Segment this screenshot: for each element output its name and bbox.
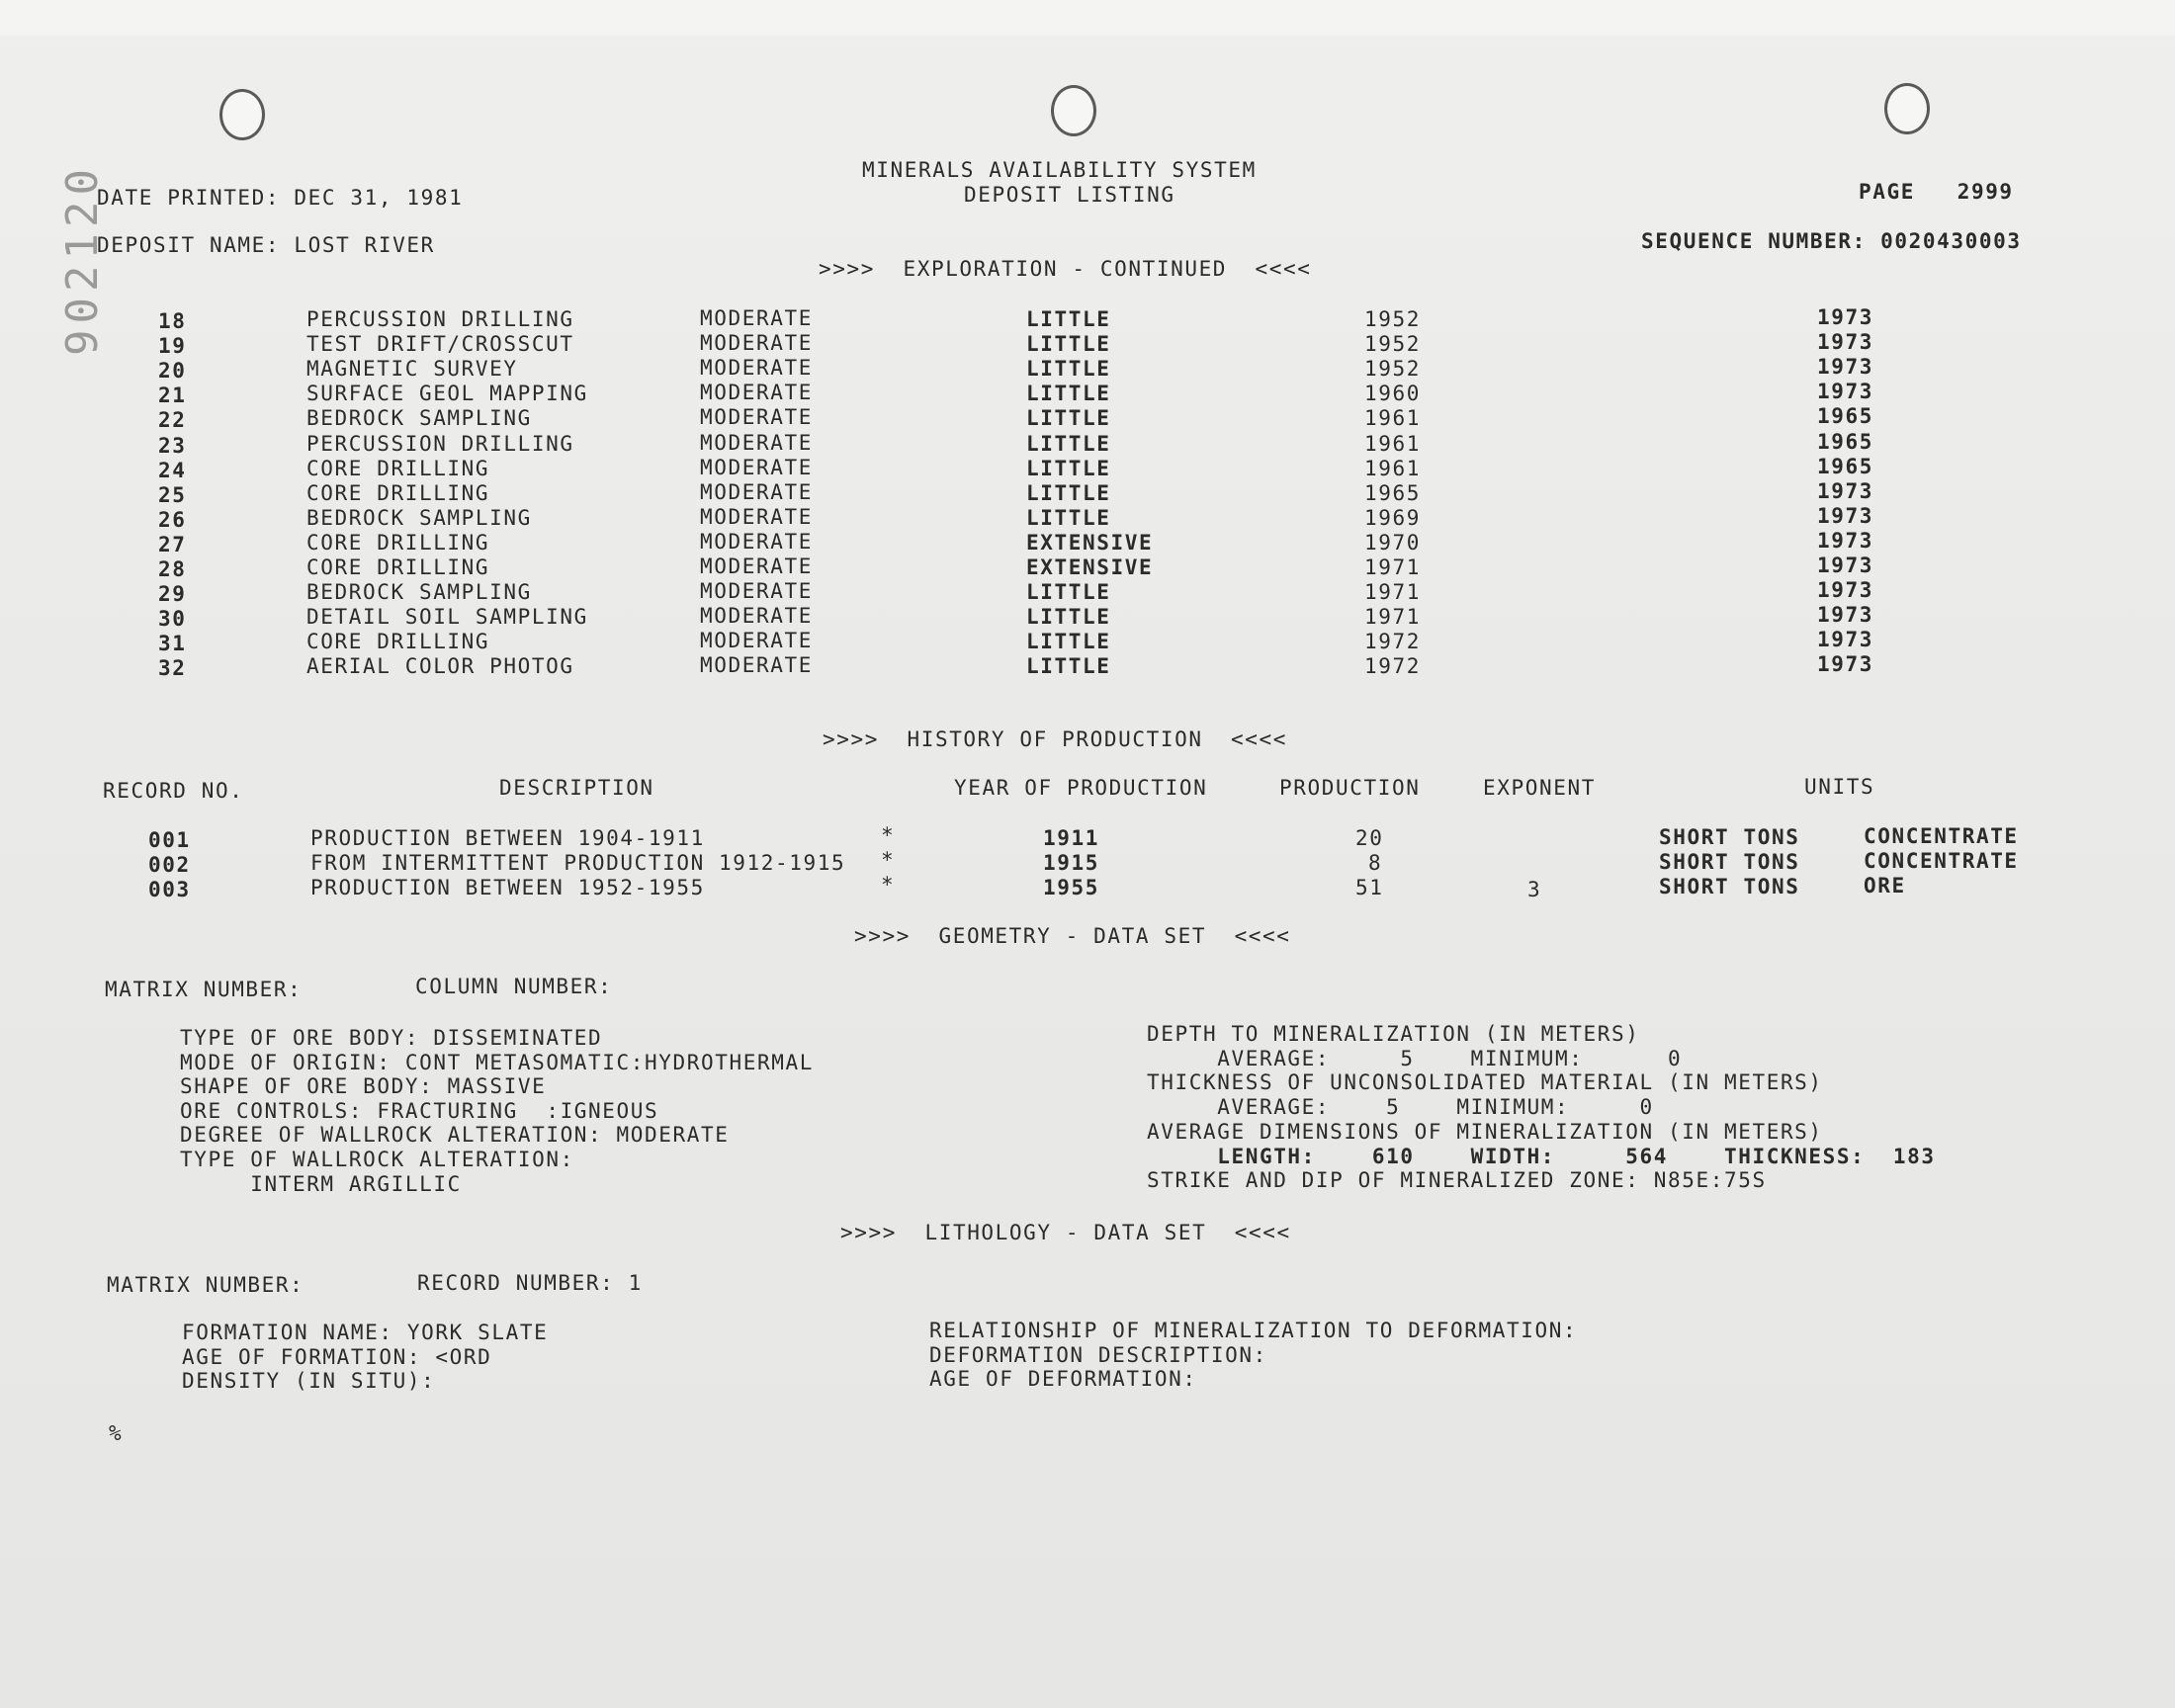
exploration-extent: LITTLE (1026, 431, 1111, 456)
exploration-row-number: 20 (158, 359, 187, 384)
exploration-level: MODERATE (700, 306, 813, 330)
exploration-level: MODERATE (700, 381, 813, 405)
exploration-start-year: 1970 (1364, 530, 1421, 555)
production-value: 20 (1355, 826, 1384, 850)
exploration-row-number: 26 (158, 507, 187, 532)
exploration-level: MODERATE (700, 504, 813, 529)
exploration-row-number: 31 (158, 632, 187, 656)
exploration-start-year: 1952 (1364, 332, 1421, 357)
production-record-no: 002 (148, 853, 191, 877)
geometry-column-label: COLUMN NUMBER: (415, 975, 613, 998)
geometry-heading: >>>> GEOMETRY - DATA SET <<<< (854, 924, 1291, 948)
production-units: SHORT TONS (1659, 825, 1800, 849)
exploration-end-year: 1973 (1817, 652, 1873, 677)
exploration-extent: LITTLE (1026, 654, 1111, 679)
exploration-activity: AERIAL COLOR PHOTOG (306, 654, 574, 679)
production-material: ORE (1864, 874, 1906, 897)
geometry-right-line: AVERAGE DIMENSIONS OF MINERALIZATION (IN METERS) (1147, 1119, 1823, 1144)
exploration-row-number: 32 (158, 656, 187, 681)
lithology-left-line: FORMATION NAME: YORK SLATE (182, 1321, 549, 1344)
exploration-end-year: 1973 (1817, 305, 1873, 329)
geometry-left-line: TYPE OF WALLROCK ALTERATION: (180, 1148, 574, 1171)
exploration-start-year: 1971 (1364, 555, 1421, 579)
exploration-extent: LITTLE (1026, 630, 1111, 654)
footer-mark: % (109, 1421, 124, 1445)
exploration-start-year: 1969 (1364, 505, 1421, 530)
system-title: MINERALS AVAILABILITY SYSTEM (862, 158, 1257, 182)
exploration-activity: DETAIL SOIL SAMPLING (306, 605, 588, 630)
exploration-extent: LITTLE (1026, 480, 1111, 505)
exploration-start-year: 1961 (1364, 431, 1421, 456)
exploration-start-year: 1952 (1364, 307, 1421, 331)
geometry-left-line: MODE OF ORIGIN: CONT METASOMATIC:HYDROTHERMAL (180, 1050, 814, 1074)
production-record-no: 001 (148, 828, 191, 852)
exploration-row-number: 24 (158, 458, 187, 482)
geometry-right-line: AVERAGE: 5 MINIMUM: 0 (1147, 1095, 1654, 1120)
exploration-row-number: 18 (158, 309, 187, 333)
exploration-activity: TEST DRIFT/CROSSCUT (306, 332, 574, 357)
geometry-left-line: SHAPE OF ORE BODY: MASSIVE (180, 1074, 547, 1099)
lithology-heading: >>>> LITHOLOGY - DATA SET <<<< (840, 1221, 1291, 1244)
geometry-right-line: STRIKE AND DIP OF MINERALIZED ZONE: N85E:75S (1147, 1168, 1767, 1193)
exploration-level: MODERATE (700, 356, 813, 381)
exploration-activity: PERCUSSION DRILLING (306, 431, 574, 456)
exploration-level: MODERATE (700, 653, 813, 678)
production-material: CONCENTRATE (1864, 824, 2019, 848)
punch-hole-center (1051, 85, 1096, 136)
exploration-activity: MAGNETIC SURVEY (306, 357, 518, 382)
geometry-right-line: AVERAGE: 5 MINIMUM: 0 (1147, 1046, 1683, 1070)
exploration-end-year: 1965 (1817, 429, 1873, 454)
exploration-activity: SURFACE GEOL MAPPING (306, 382, 588, 406)
col-exponent: EXPONENT (1483, 776, 1596, 800)
col-record-no: RECORD NO. (103, 779, 244, 803)
deposit-name: DEPOSIT NAME: LOST RIVER (97, 233, 435, 257)
exploration-level: MODERATE (700, 331, 813, 356)
lithology-right-line: RELATIONSHIP OF MINERALIZATION TO DEFORMATION: (929, 1319, 1578, 1342)
exploration-extent: LITTLE (1026, 580, 1111, 605)
geometry-left-line: ORE CONTROLS: FRACTURING :IGNEOUS (180, 1098, 659, 1123)
production-description: PRODUCTION BETWEEN 1904-1911 (310, 826, 705, 850)
punch-hole-right (1884, 83, 1930, 134)
production-exponent: 3 (1527, 878, 1542, 901)
exploration-level: MODERATE (700, 430, 813, 455)
exploration-row-number: 21 (158, 384, 187, 408)
exploration-activity: CORE DRILLING (306, 530, 490, 555)
production-year: 1911 (1043, 826, 1099, 850)
exploration-level: MODERATE (700, 405, 813, 430)
exploration-start-year: 1961 (1364, 406, 1421, 431)
exploration-start-year: 1960 (1364, 382, 1421, 406)
exploration-activity: CORE DRILLING (306, 630, 490, 654)
production-flag: * (881, 848, 896, 872)
exploration-level: MODERATE (700, 555, 813, 578)
production-description: PRODUCTION BETWEEN 1952-1955 (310, 876, 705, 899)
lithology-matrix-label: MATRIX NUMBER: (107, 1273, 304, 1297)
exploration-row-number: 25 (158, 482, 187, 507)
exploration-extent: LITTLE (1026, 456, 1111, 480)
geometry-left-line: DEGREE OF WALLROCK ALTERATION: MODERATE (180, 1123, 730, 1148)
exploration-extent: LITTLE (1026, 382, 1111, 406)
exploration-start-year: 1972 (1364, 654, 1421, 679)
exploration-activity: PERCUSSION DRILLING (306, 307, 574, 331)
production-units: SHORT TONS (1659, 850, 1800, 874)
exploration-row-number: 23 (158, 433, 187, 458)
exploration-row-number: 22 (158, 408, 187, 433)
exploration-end-year: 1973 (1817, 380, 1873, 404)
exploration-row-number: 29 (158, 582, 187, 607)
exploration-row-number: 30 (158, 607, 187, 632)
production-value: 8 (1368, 851, 1383, 875)
lithology-record-label: RECORD NUMBER: 1 (417, 1271, 643, 1295)
lithology-right-line: AGE OF DEFORMATION: (929, 1367, 1197, 1391)
col-year: YEAR OF PRODUCTION (954, 776, 1208, 800)
exploration-extent: LITTLE (1026, 406, 1111, 431)
exploration-level: MODERATE (700, 479, 813, 504)
exploration-activity: BEDROCK SAMPLING (306, 406, 532, 431)
exploration-level: MODERATE (700, 579, 813, 604)
exploration-start-year: 1971 (1364, 580, 1421, 605)
exploration-end-year: 1973 (1817, 528, 1873, 553)
exploration-end-year: 1973 (1817, 355, 1873, 380)
exploration-activity: BEDROCK SAMPLING (306, 505, 532, 530)
exploration-activity: BEDROCK SAMPLING (306, 580, 532, 605)
exploration-extent: LITTLE (1026, 332, 1111, 357)
punch-hole-left (219, 89, 265, 140)
geometry-right-line: DEPTH TO MINERALIZATION (IN METERS) (1147, 1022, 1640, 1046)
exploration-start-year: 1971 (1364, 605, 1421, 630)
exploration-row-number: 19 (158, 334, 187, 359)
exploration-start-year: 1972 (1364, 630, 1421, 654)
production-record-no: 003 (148, 878, 191, 901)
exploration-end-year: 1973 (1817, 554, 1873, 577)
exploration-level: MODERATE (700, 529, 813, 554)
geometry-left-line: INTERM ARGILLIC (180, 1171, 462, 1196)
exploration-extent: LITTLE (1026, 307, 1111, 331)
exploration-extent: EXTENSIVE (1026, 530, 1154, 555)
exploration-row-number: 27 (158, 532, 187, 556)
geometry-right-line: THICKNESS OF UNCONSOLIDATED MATERIAL (IN METERS) (1147, 1070, 1823, 1095)
exploration-activity: CORE DRILLING (306, 456, 490, 480)
exploration-extent: LITTLE (1026, 505, 1111, 530)
col-production: PRODUCTION (1279, 776, 1421, 800)
exploration-extent: LITTLE (1026, 605, 1111, 630)
production-description: FROM INTERMITTENT PRODUCTION 1912-1915 (310, 851, 846, 875)
exploration-end-year: 1973 (1817, 628, 1873, 652)
exploration-start-year: 1952 (1364, 357, 1421, 382)
exploration-activity: CORE DRILLING (306, 480, 490, 505)
col-description: DESCRIPTION (499, 776, 654, 800)
exploration-activity: CORE DRILLING (306, 555, 490, 579)
col-units: UNITS (1804, 775, 1875, 799)
lithology-right-line: DEFORMATION DESCRIPTION: (929, 1342, 1267, 1367)
exploration-extent: EXTENSIVE (1026, 555, 1154, 579)
exploration-level: MODERATE (700, 604, 813, 629)
production-flag: * (881, 873, 896, 897)
scan-top-band (0, 0, 2175, 36)
exploration-row-number: 28 (158, 557, 187, 581)
sequence-number: SEQUENCE NUMBER: 0020430003 (1641, 229, 2022, 253)
exploration-end-year: 1973 (1817, 478, 1873, 503)
exploration-end-year: 1965 (1817, 404, 1873, 429)
exploration-level: MODERATE (700, 455, 813, 479)
exploration-level: MODERATE (700, 629, 813, 653)
production-heading: >>>> HISTORY OF PRODUCTION <<<< (823, 727, 1288, 751)
exploration-heading: >>>> EXPLORATION - CONTINUED <<<< (819, 257, 1312, 281)
production-year: 1955 (1043, 876, 1099, 899)
production-units: SHORT TONS (1659, 875, 1800, 898)
date-printed: DATE PRINTED: DEC 31, 1981 (97, 186, 464, 210)
exploration-end-year: 1965 (1817, 454, 1873, 478)
page-number: PAGE 2999 (1859, 180, 2014, 204)
exploration-end-year: 1973 (1817, 578, 1873, 603)
exploration-end-year: 1973 (1817, 603, 1873, 628)
production-flag: * (881, 823, 896, 847)
production-value: 51 (1355, 876, 1384, 899)
exploration-extent: LITTLE (1026, 357, 1111, 382)
exploration-end-year: 1973 (1817, 330, 1873, 355)
geometry-right-line: LENGTH: 610 WIDTH: 564 THICKNESS: 183 (1147, 1144, 1936, 1168)
exploration-start-year: 1961 (1364, 456, 1421, 480)
margin-stamp: 902120 (57, 163, 108, 356)
listing-title: DEPOSIT LISTING (964, 183, 1175, 207)
exploration-end-year: 1973 (1817, 503, 1873, 528)
lithology-left-line: AGE OF FORMATION: <ORD (182, 1344, 492, 1369)
lithology-left-line: DENSITY (IN SITU): (182, 1369, 436, 1393)
geometry-left-line: TYPE OF ORE BODY: DISSEMINATED (180, 1026, 603, 1050)
exploration-start-year: 1965 (1364, 480, 1421, 505)
production-year: 1915 (1043, 851, 1099, 875)
production-material: CONCENTRATE (1864, 849, 2019, 873)
geometry-matrix-label: MATRIX NUMBER: (105, 978, 303, 1001)
